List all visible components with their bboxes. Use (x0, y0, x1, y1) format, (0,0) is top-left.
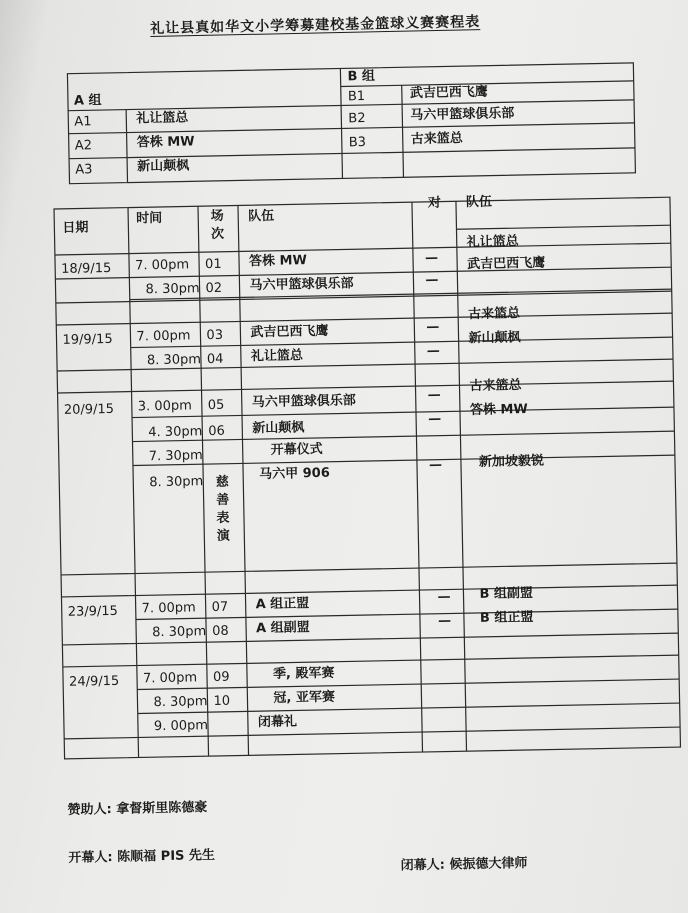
row5-time: 3. 00pm (137, 398, 192, 415)
row12-time: 8. 30pm (153, 694, 208, 711)
row2-time: 8. 30pm (145, 281, 200, 298)
row9-date: 23/9/15 (67, 603, 119, 620)
row4-no: 04 (206, 351, 224, 368)
row1-team2: 礼让篮总 (466, 234, 519, 251)
row10-vs: — (437, 613, 452, 629)
footer-sponsor: 赞助人: 拿督斯里陈德豪 (67, 800, 208, 818)
footer-closing: 闭幕人: 候振德大律师 (400, 856, 528, 874)
header-time: 时间 (136, 210, 163, 227)
row12-no: 10 (213, 693, 231, 710)
group-a1-code: A1 (74, 114, 92, 130)
row6-vs: — (427, 411, 442, 427)
row3-team2: 古来篮总 (467, 306, 521, 323)
header-vs: 对 (427, 195, 442, 211)
row3-time: 7. 00pm (136, 328, 191, 345)
row10-team2: B 组正盟 (479, 609, 534, 626)
row1-time: 7. 00pm (134, 257, 190, 274)
row3-vs: — (426, 319, 440, 335)
row1-no: 01 (204, 256, 222, 273)
row7-time: 7. 30pm (148, 448, 203, 465)
row1-vs: — (424, 250, 439, 266)
group-b3-code: B3 (348, 135, 367, 151)
header-match-no: 场次 (210, 208, 225, 242)
row8-team2: 新加坡毅锐 (478, 453, 545, 470)
row1-team1: 答株 MW (248, 253, 308, 270)
row1-date: 18/9/15 (61, 260, 112, 277)
row11-event: 季, 殿军赛 (272, 665, 335, 682)
row12-event: 冠, 亚军赛 (273, 689, 336, 706)
group-b1-code: B1 (347, 89, 366, 105)
header-team1: 队伍 (248, 208, 275, 225)
row9-time: 7. 00pm (141, 600, 196, 617)
row11-date: 24/9/15 (68, 673, 120, 690)
row11-no: 09 (212, 669, 230, 686)
row10-team1: A 组副盟 (255, 620, 310, 637)
row10-time: 8. 30pm (152, 624, 207, 641)
row5-team2: 古来篮总 (469, 378, 522, 395)
row5-no: 05 (207, 397, 225, 414)
row7-event: 开幕仪式 (270, 441, 323, 458)
group-a2-team: 答株 MW (136, 134, 195, 151)
row9-team2: B 组副盟 (479, 585, 534, 602)
group-a2-code: A2 (74, 138, 93, 154)
row5-vs: — (427, 387, 441, 403)
row4-time: 8. 30pm (146, 352, 202, 369)
row13-time: 9. 00pm (153, 718, 209, 735)
row9-no: 07 (211, 599, 229, 616)
row11-time: 7. 00pm (142, 670, 198, 687)
row3-team1: 武吉巴西飞鹰 (250, 323, 329, 341)
group-a-header: A 组 (73, 93, 102, 109)
row6-team1: 新山颠枫 (252, 420, 305, 437)
row6-time: 4. 30pm (148, 424, 203, 441)
row4-team2: 新山颠枫 (468, 330, 521, 347)
group-a1-team: 礼让篮总 (136, 110, 189, 127)
row2-team2: 武吉巴西飞鹰 (467, 255, 546, 273)
document-title: 礼让县真如华文小学筹募建校基金篮球义赛赛程表 (150, 14, 481, 37)
row8-team1: 马六甲 906 (259, 465, 330, 483)
row5-team1: 马六甲篮球俱乐部 (251, 393, 356, 411)
row3-no: 03 (206, 327, 224, 344)
group-b2-team: 马六甲篮球俱乐部 (410, 106, 515, 124)
row5-date: 20/9/15 (63, 401, 115, 418)
row6-team2: 答株 MW (469, 401, 528, 419)
group-b2-code: B2 (348, 111, 366, 127)
row8-vs: — (428, 457, 443, 473)
row3-date: 19/9/15 (62, 331, 113, 348)
row6-no: 06 (208, 423, 226, 440)
row9-vs: — (437, 589, 451, 605)
row9-team1: A 组正盟 (255, 596, 310, 613)
row10-no: 08 (212, 623, 229, 640)
row2-vs: — (425, 272, 439, 288)
group-b-header: B 组 (347, 68, 376, 85)
row8-time: 8. 30pm (149, 474, 204, 491)
row8-charity-label: 慈善表演 (215, 474, 230, 544)
group-b3-team: 古来篮总 (410, 131, 463, 148)
row2-team1: 马六甲篮球俱乐部 (249, 276, 354, 294)
group-a3-code: A3 (75, 162, 93, 178)
row13-event: 闭幕礼 (257, 714, 298, 731)
header-team2: 队伍 (465, 194, 493, 211)
header-date: 日期 (62, 220, 89, 236)
footer-opening: 开幕人: 陈顺福 PIS 先生 (68, 848, 216, 866)
group-b1-team: 武吉巴西飞鹰 (409, 84, 489, 102)
row4-team1: 礼让篮总 (250, 348, 304, 365)
group-a3-team: 新山颠枫 (137, 158, 190, 175)
row2-no: 02 (205, 280, 223, 297)
row4-vs: — (426, 343, 440, 359)
